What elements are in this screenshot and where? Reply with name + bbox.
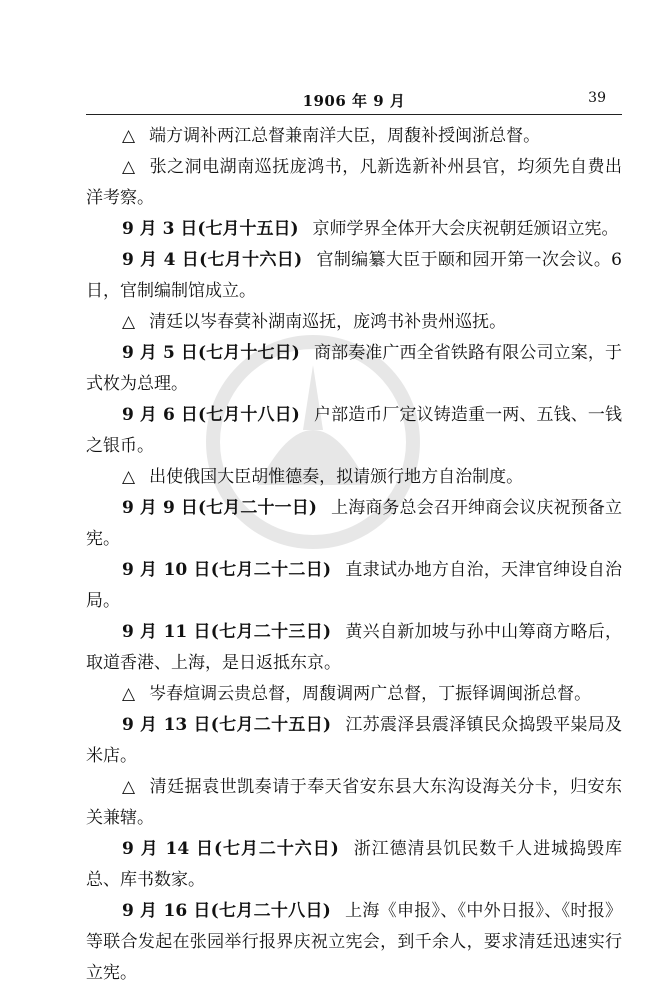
entry-text: 清廷据袁世凯奏请于奉天省安东县大东沟设海关分卡，归安东关兼辖。 [86,777,622,828]
chronicle-entry [86,679,622,710]
chronicle-body [86,121,622,989]
entry-text: 官制编纂大臣于颐和园开第一次会议。6 日，官制编制馆成立。 [86,250,622,301]
chronicle-entry [86,772,622,834]
entry-text: 张之洞电湖南巡抚庞鸿书，凡新选新补州县官，均须先自费出洋考察。 [86,157,622,208]
running-title: 1906 年 9 月 [302,92,406,110]
entry-text: 上海商务总会召开绅商会议庆祝预备立宪。 [86,498,623,549]
entry-date: 9 月 10 日(七月二十二日) [122,560,332,580]
entry-text: 出使俄国大臣胡惟德奏，拟请颁行地方自治制度。 [149,467,524,487]
chronicle-entry [86,307,622,338]
entry-date: 9 月 16 日(七月二十八日) [122,901,331,921]
chronicle-entry [86,493,622,555]
entry-text: 清廷以岑春蓂补湖南巡抚，庞鸿书补贵州巡抚。 [149,312,507,332]
chronicle-entry [86,617,622,679]
page-number: 39 [588,90,606,106]
entry-date: 9 月 14 日(七月二十六日) [122,839,339,859]
entry-text: 直隶试办地方自治，天津官绅设自治局。 [86,560,623,611]
entry-date: 9 月 4 日(七月十六日) [122,250,303,270]
entry-text: 江苏震泽县震泽镇民众捣毁平粜局及米店。 [86,715,623,766]
triangle-bullet-icon: △ [122,684,136,704]
chronicle-entry [86,338,622,400]
entry-text: 商部奏准广西全省铁路有限公司立案，于式枚为总理。 [86,343,622,394]
entry-text: 岑春煊调云贵总督，周馥调两广总督，丁振铎调闽浙总督。 [149,684,592,704]
triangle-bullet-icon: △ [122,157,136,177]
entry-date: 9 月 6 日(七月十八日) [122,405,300,425]
chronicle-entry [86,896,622,989]
triangle-bullet-icon: △ [122,126,136,146]
chronicle-entry [86,152,622,214]
chronicle-entry [86,121,622,152]
entry-date: 9 月 11 日(七月二十三日) [122,622,332,642]
triangle-bullet-icon: △ [122,467,136,487]
chronicle-entry [86,214,622,245]
chronicle-entry [86,400,622,462]
chronicle-entry [86,555,622,617]
entry-date: 9 月 13 日(七月二十五日) [122,715,332,735]
entry-text: 浙江德清县饥民数千人进城捣毁库总、库书数家。 [86,839,623,890]
chronicle-entry [86,462,622,493]
entry-date: 9 月 5 日(七月十七日) [122,343,300,363]
entry-text: 黄兴自新加坡与孙中山筹商方略后，取道香港、上海，是日返抵东京。 [86,622,623,673]
chronicle-entry [86,245,622,307]
chronicle-entry [86,834,622,896]
page-header [86,86,622,115]
entry-text: 户部造币厂定议铸造重一两、五钱、一钱之银币。 [86,405,622,456]
triangle-bullet-icon: △ [122,777,136,797]
entry-date: 9 月 9 日(七月二十一日) [122,498,317,518]
triangle-bullet-icon: △ [122,312,136,332]
entry-text: 京师学界全体开大会庆祝朝廷颁诏立宪。 [312,219,619,239]
entry-text: 上海《申报》、《中外日报》、《时报》等联合发起在张园举行报界庆祝立宪会，到千余人，要求清廷迅速实行立宪。 [86,901,622,983]
entry-date: 9 月 3 日(七月十五日) [122,219,299,239]
chronicle-entry [86,710,622,772]
entry-text: 端方调补两江总督兼南洋大臣，周馥补授闽浙总督。 [149,126,541,146]
